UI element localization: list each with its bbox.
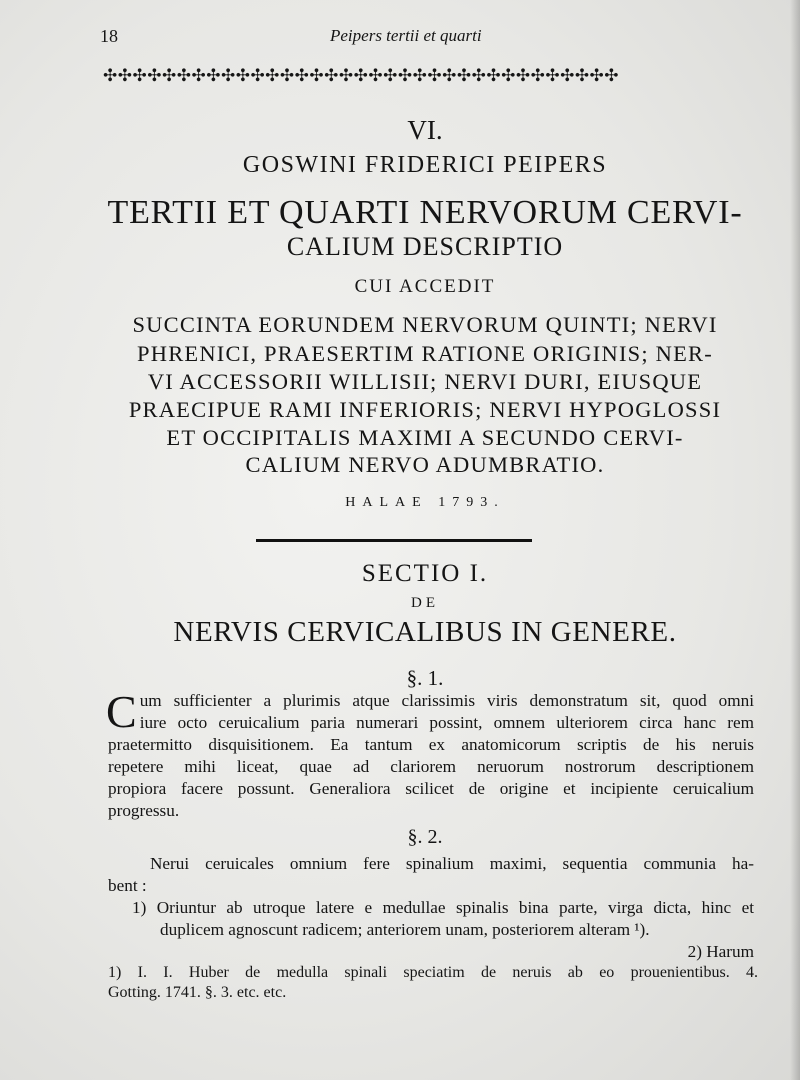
subtitle-line: ET OCCIPITALIS MAXIMI A SECUNDO CERVI- (166, 425, 684, 450)
imprint: HALAE 1793. (345, 495, 505, 510)
paragraph-mark: §. 2. (407, 826, 443, 848)
subtitle-line: CALIUM NERVO ADUMBRATIO. (245, 452, 605, 477)
list-item-continuation: duplicem agnoscunt radicem; anteriorem unam, posteriorem alteram ¹). (160, 920, 650, 939)
text-line: propiora facere possunt. Generaliora scilicet de origine et incipiente ceruicalium (108, 779, 754, 798)
section-divider (256, 539, 532, 542)
catchword: 2) Harum (687, 942, 754, 961)
paragraph-mark: §. 1. (406, 666, 444, 690)
section-subject: NERVIS CERVICALIBUS IN GENERE. (173, 616, 677, 648)
running-title: Peipers tertii et quarti (330, 26, 482, 45)
subtitle-line: PHRENICI, PRAESERTIM RATIONE ORIGINIS; NER- (137, 341, 713, 366)
footnote-line: 1) I. I. Huber de medulla spinali speciatim de neruis ab eo prouenientibus. 4. (108, 964, 758, 981)
title-line-1: TERTII ET QUARTI NERVORUM CERVI- (107, 194, 743, 231)
text-line: Nerui ceruicales omnium fere spinalium maximi, sequentia communia ha- (150, 854, 754, 873)
subtitle-line: VI ACCESSORII WILLISII; NERVI DURI, EIUSQUE (147, 369, 703, 394)
page-number: 18 (100, 26, 118, 46)
text-line: progressu. (108, 801, 180, 820)
text-line: iure octo ceruicalium paria numerari possint, omnem ulteriorem circa hanc rem (139, 713, 754, 732)
drop-cap: C (106, 686, 137, 737)
text-line: bent : (108, 876, 147, 895)
footnote-line: Gotting. 1741. §. 3. etc. etc. (108, 984, 287, 1001)
title-line-2: CALIUM DESCRIPTIO (286, 232, 564, 261)
subtitle-line: SUCCINTA EORUNDEM NERVORUM QUINTI; NERVI (132, 312, 718, 337)
running-header (100, 26, 750, 48)
text-line: um sufficienter a plurimis atque clarissimis viris demonstratum sit, quod omni (139, 691, 754, 710)
text-line: repetere mihi liceat, quae ad clariorem neruorum nostrorum descriptionem (108, 757, 754, 776)
chapter-number: VI. (407, 115, 443, 145)
text-line: praetermitto disquisitionem. Ea tantum ex anatomicorum scriptis de his neruis (108, 735, 754, 754)
author-name: GOSWINI FRIDERICI PEIPERS (242, 152, 608, 178)
page-edge-shadow (790, 0, 800, 1080)
subtitle-line: PRAECIPUE RAMI INFERIORIS; NERVI HYPOGLOSSI (128, 397, 722, 422)
section-de: DE (411, 595, 439, 611)
ornamental-rule: ✣✣✣✣✣✣✣✣✣✣✣✣✣✣✣✣✣✣✣✣✣✣✣✣✣✣✣✣✣✣✣✣✣✣✣ (103, 66, 620, 86)
footnote (108, 963, 758, 1003)
section-heading: SECTIO I. (361, 560, 489, 587)
paragraph-1 (106, 686, 754, 822)
cui-accedit: CUI ACCEDIT (354, 276, 496, 297)
list-item: 1) Oriuntur ab utroque latere e medullae spinalis bina parte, virga dicta, hinc et (132, 898, 754, 917)
paragraph-2 (108, 853, 754, 963)
